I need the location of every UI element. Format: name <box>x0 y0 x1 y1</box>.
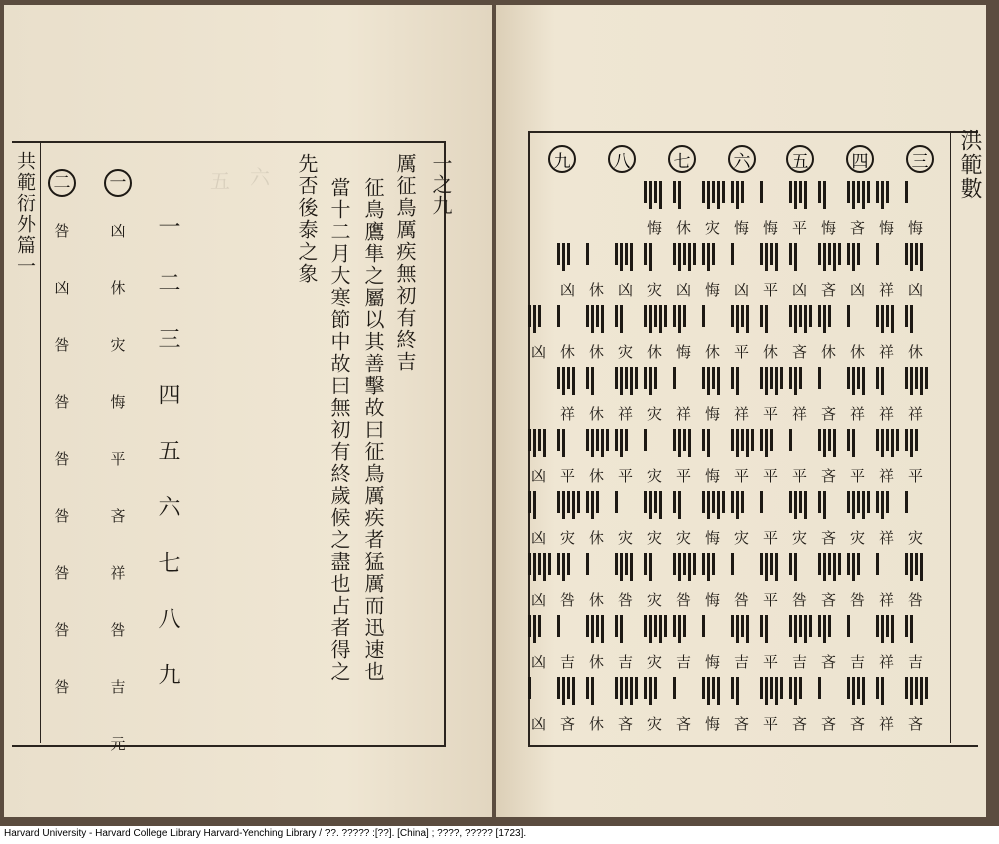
grid-cell <box>582 243 611 303</box>
entry-3: 灾 <box>110 336 126 354</box>
grid-cell <box>901 367 930 427</box>
grid-cell <box>756 677 785 737</box>
grid-cell <box>553 491 582 551</box>
grid-cell <box>901 305 930 365</box>
grid-cell <box>785 367 814 427</box>
grid-label: 吝 <box>820 281 836 299</box>
grid-cell <box>698 243 727 303</box>
grid-row-3 <box>530 305 940 365</box>
grid-cell <box>843 367 872 427</box>
grid-cell <box>669 553 698 613</box>
grid-label: 休 <box>762 343 778 361</box>
row-numeral-4: 四 <box>155 383 180 439</box>
grid-row-8 <box>530 615 940 675</box>
grid-label: 平 <box>617 467 633 485</box>
grid-label: 祥 <box>849 405 865 423</box>
grid-label: 凶 <box>530 591 546 609</box>
grid-cell <box>698 553 727 613</box>
grid-cell <box>611 677 640 737</box>
grid-cell <box>785 677 814 737</box>
grid-label: 平 <box>762 715 778 733</box>
grid-cell <box>901 615 930 675</box>
grid-label: 灾 <box>617 343 633 361</box>
grid-cell <box>814 615 843 675</box>
grid-label: 吉 <box>907 653 923 671</box>
grid-cell <box>872 491 901 551</box>
row-numeral-6: 六 <box>155 495 180 551</box>
grid-label: 吝 <box>820 653 836 671</box>
grid-cell <box>669 491 698 551</box>
grid-cell <box>756 367 785 427</box>
entry-1: 凶 <box>110 222 126 240</box>
grid-label: 咎 <box>617 591 633 609</box>
grid-cell <box>727 181 756 241</box>
grid-label: 吉 <box>849 653 865 671</box>
grid-label: 灾 <box>646 281 662 299</box>
grid-label: 吝 <box>733 715 749 733</box>
grid-cell <box>640 553 669 613</box>
grid-label: 灾 <box>849 529 865 547</box>
grid-cell <box>553 243 582 303</box>
grid-label: 平 <box>791 219 807 237</box>
grid-cell <box>843 677 872 737</box>
grid-label: 平 <box>791 467 807 485</box>
grid-label: 灾 <box>646 715 662 733</box>
grid-label: 吉 <box>675 653 691 671</box>
grid-cell <box>756 615 785 675</box>
grid-label: 悔 <box>704 281 720 299</box>
grid-cell <box>727 615 756 675</box>
grid-label: 灾 <box>791 529 807 547</box>
grid-label: 悔 <box>704 467 720 485</box>
grid-cell <box>785 181 814 241</box>
grid-cell <box>640 491 669 551</box>
grid-label: 咎 <box>733 591 749 609</box>
grid-cell <box>727 305 756 365</box>
grid-cell <box>640 243 669 303</box>
grid-cell <box>727 367 756 427</box>
grid-cell <box>901 553 930 613</box>
entry-2: 凶 <box>54 279 70 297</box>
grid-cell <box>727 243 756 303</box>
grid-label: 灾 <box>733 529 749 547</box>
grid-cell <box>901 677 930 737</box>
grid-label: 悔 <box>704 715 720 733</box>
entry-9: 吉 <box>110 678 126 696</box>
grid-label: 休 <box>588 715 604 733</box>
circled-numeral-two: 二 <box>48 169 76 197</box>
grid-cell <box>843 553 872 613</box>
grid-cell <box>698 615 727 675</box>
grid-label: 休 <box>588 343 604 361</box>
grid-cell <box>582 367 611 427</box>
grid-label: 平 <box>559 467 575 485</box>
grid-cell <box>843 243 872 303</box>
grid-cell <box>785 553 814 613</box>
grid-cell <box>785 615 814 675</box>
grid-cell <box>669 305 698 365</box>
grid-cell <box>872 429 901 489</box>
grid-row-5 <box>530 429 940 489</box>
grid-label: 祥 <box>791 405 807 423</box>
grid-label: 灾 <box>646 467 662 485</box>
grid-label: 休 <box>559 343 575 361</box>
grid-label: 祥 <box>559 405 575 423</box>
grid-label: 悔 <box>733 219 749 237</box>
grid-cell <box>814 491 843 551</box>
column-badge-3: 五 <box>786 145 814 173</box>
grid-label: 休 <box>588 529 604 547</box>
grid-cell <box>698 305 727 365</box>
entry-5: 咎 <box>54 450 70 468</box>
row-numeral-7: 七 <box>155 551 180 607</box>
grid-cell <box>843 181 872 241</box>
row-numerals <box>154 215 180 719</box>
grid-cell <box>553 615 582 675</box>
grid-cell <box>669 367 698 427</box>
grid-cell <box>814 677 843 737</box>
grid-label: 悔 <box>704 405 720 423</box>
grid-cell <box>756 491 785 551</box>
grid-row-4 <box>530 367 940 427</box>
grid-label: 悔 <box>820 219 836 237</box>
grid-row-6 <box>530 491 940 551</box>
grid-label: 灾 <box>646 591 662 609</box>
entry-5: 平 <box>110 450 126 468</box>
grid-cell <box>640 367 669 427</box>
grid-label: 休 <box>704 343 720 361</box>
grid-cell <box>756 553 785 613</box>
row-numeral-3: 三 <box>155 327 180 383</box>
grid-label: 凶 <box>530 653 546 671</box>
grid-label: 吉 <box>791 653 807 671</box>
grid-cell <box>814 305 843 365</box>
grid-label: 悔 <box>704 591 720 609</box>
grid-label: 吝 <box>849 715 865 733</box>
grid-label: 悔 <box>762 219 778 237</box>
grid-label: 吝 <box>791 715 807 733</box>
grid-label: 休 <box>588 405 604 423</box>
grid-cell <box>814 367 843 427</box>
grid-label: 吝 <box>791 343 807 361</box>
text-line-2: 征鳥鷹隼之屬以其善擊故曰征鳥厲疾者猛厲而迅速也 <box>361 177 385 683</box>
grid-label: 吝 <box>675 715 691 733</box>
entry-2: 休 <box>110 279 126 297</box>
grid-cell <box>785 429 814 489</box>
text-line-3: 當十二月大寒節中故曰無初有終歲候之盡也占者得之 <box>327 177 351 683</box>
grid-cell <box>872 243 901 303</box>
entry-1: 咎 <box>54 222 70 240</box>
grid-cell <box>582 491 611 551</box>
grid-label: 祥 <box>907 405 923 423</box>
grid-label: 祥 <box>617 405 633 423</box>
grid-label: 吝 <box>820 591 836 609</box>
grid-cell <box>756 181 785 241</box>
grid-label: 凶 <box>530 343 546 361</box>
grid-cell <box>872 553 901 613</box>
entry-8: 咎 <box>110 621 126 639</box>
grid-label: 祥 <box>878 343 894 361</box>
grid-cell <box>727 429 756 489</box>
grid-cell <box>901 243 930 303</box>
grid-cell <box>669 181 698 241</box>
grid-cell <box>756 243 785 303</box>
right-page-side-header: 洪範數 <box>957 129 982 201</box>
row-numeral-9: 九 <box>155 663 180 719</box>
grid-cell <box>669 429 698 489</box>
grid-label: 灾 <box>559 529 575 547</box>
grid-cell <box>582 305 611 365</box>
grid-label: 祥 <box>878 281 894 299</box>
row-numeral-2: 二 <box>155 271 180 327</box>
grid-label: 灾 <box>646 529 662 547</box>
right-page <box>496 5 986 817</box>
grid-label: 祥 <box>733 405 749 423</box>
grid-label: 灾 <box>646 653 662 671</box>
grid-cell <box>611 305 640 365</box>
grid-label: 吝 <box>617 715 633 733</box>
text-line-4: 先否後泰之象 <box>295 153 319 285</box>
grid-cell <box>872 305 901 365</box>
grid-cell <box>698 367 727 427</box>
grid-cell <box>872 367 901 427</box>
grid-cell <box>582 429 611 489</box>
grid-cell <box>611 491 640 551</box>
grid-label: 平 <box>762 653 778 671</box>
grid-cell <box>814 181 843 241</box>
row-numeral-8: 八 <box>155 607 180 663</box>
grid-label: 凶 <box>733 281 749 299</box>
grid-label: 凶 <box>675 281 691 299</box>
column-badge-1: 三 <box>906 145 934 173</box>
row-numeral-5: 五 <box>155 439 180 495</box>
grid-label: 平 <box>762 529 778 547</box>
grid-cell <box>669 615 698 675</box>
grid-label: 休 <box>820 343 836 361</box>
grid-label: 祥 <box>878 529 894 547</box>
grid-cell <box>553 553 582 613</box>
grid-label: 吉 <box>559 653 575 671</box>
column-badge-7: 九 <box>548 145 576 173</box>
entry-7: 祥 <box>110 564 126 582</box>
row-numeral-1: 一 <box>155 215 180 271</box>
library-caption: Harvard University - Harvard College Library Harvard-Yenching Library / ??. ????? :[??]. [China] ; ????, ????? [1723]. <box>4 828 527 839</box>
grid-label: 休 <box>646 343 662 361</box>
grid-label: 平 <box>907 467 923 485</box>
grid-cell <box>611 367 640 427</box>
entry-6: 吝 <box>110 507 126 525</box>
grid-label: 咎 <box>849 591 865 609</box>
grid-label: 休 <box>588 467 604 485</box>
text-line-1: 厲征鳥厲疾無初有終吉 <box>393 153 417 373</box>
grid-label: 凶 <box>559 281 575 299</box>
entry-3: 咎 <box>54 336 70 354</box>
grid-cell <box>843 429 872 489</box>
grid-label: 祥 <box>878 653 894 671</box>
grid-cell <box>756 429 785 489</box>
grid-cell <box>582 615 611 675</box>
grid-label: 吝 <box>559 715 575 733</box>
grid-cell <box>814 553 843 613</box>
grid-label: 祥 <box>878 591 894 609</box>
grid-cell <box>785 305 814 365</box>
grid-label: 灾 <box>675 529 691 547</box>
grid-label: 悔 <box>907 219 923 237</box>
grid-cell <box>640 429 669 489</box>
grid-label: 祥 <box>878 715 894 733</box>
grid-label: 咎 <box>791 591 807 609</box>
grid-label: 悔 <box>704 529 720 547</box>
entry-4: 悔 <box>110 393 126 411</box>
grid-cell <box>553 429 582 489</box>
grid-cell <box>524 677 553 737</box>
grid-cell <box>872 181 901 241</box>
grid-label: 吉 <box>617 653 633 671</box>
grid-cell <box>727 553 756 613</box>
grid-label: 凶 <box>530 467 546 485</box>
grid-label: 平 <box>762 591 778 609</box>
grid-cell <box>524 615 553 675</box>
left-page-side-header: 共範衍外篇一 <box>14 151 36 277</box>
grid-label: 平 <box>762 467 778 485</box>
grid-label: 休 <box>907 343 923 361</box>
grid-cell <box>698 491 727 551</box>
grid-cell <box>785 491 814 551</box>
entry-9: 咎 <box>54 678 70 696</box>
grid-label: 吝 <box>907 715 923 733</box>
column-badge-2: 四 <box>846 145 874 173</box>
grid-label: 凶 <box>530 715 546 733</box>
left-page: 共範衍外篇一 二 咎 凶 咎 咎 咎 咎 咎 咎 咎 一 凶 休 灾 悔 平 吝 祥 咎 吉 元 五 六 一二三四五六七八九 一之九 厲征鳥厲疾無初有終吉 征鳥鷹隼之屬以其善擊故曰征鳥厲疾者猛厲而迅速也 當十二月大寒節中故曰無初有終歲候之盡也占者得之 先否後泰之象 <box>4 5 492 817</box>
grid-cell <box>872 677 901 737</box>
grid-label: 凶 <box>617 281 633 299</box>
grid-cell <box>843 491 872 551</box>
grid-label: 悔 <box>704 653 720 671</box>
grid-label: 祥 <box>675 405 691 423</box>
grid-label: 灾 <box>907 529 923 547</box>
grid-cell <box>553 677 582 737</box>
grid-label: 吝 <box>820 405 836 423</box>
grid-cell <box>843 305 872 365</box>
col-one-bottom: 元 <box>110 735 126 753</box>
grid-cell <box>698 181 727 241</box>
column-badge-5: 七 <box>668 145 696 173</box>
grid-row-7 <box>530 553 940 613</box>
column-badge-4: 六 <box>728 145 756 173</box>
grid-label: 吝 <box>820 467 836 485</box>
grid-cell <box>611 429 640 489</box>
grid-cell <box>524 553 553 613</box>
circled-numeral-one: 一 <box>104 169 132 197</box>
entry-4: 咎 <box>54 393 70 411</box>
grid-cell <box>640 305 669 365</box>
grid-cell <box>640 181 669 241</box>
grid-label: 休 <box>588 591 604 609</box>
grid-label: 平 <box>849 467 865 485</box>
grid-row-2 <box>530 243 940 303</box>
grid-label: 平 <box>675 467 691 485</box>
grid-cell <box>901 491 930 551</box>
grid-label: 吉 <box>733 653 749 671</box>
grid-label: 咎 <box>907 591 923 609</box>
grid-cell <box>524 305 553 365</box>
grid-cell <box>669 243 698 303</box>
grid-label: 平 <box>733 343 749 361</box>
grid-label: 咎 <box>559 591 575 609</box>
grid-cell <box>582 677 611 737</box>
grid-label: 吝 <box>820 529 836 547</box>
grid-label: 咎 <box>675 591 691 609</box>
left-column-two <box>48 169 76 732</box>
grid-cell <box>669 677 698 737</box>
grid-label: 休 <box>588 653 604 671</box>
grid-label: 吝 <box>849 219 865 237</box>
grid-label: 休 <box>849 343 865 361</box>
grid-label: 平 <box>762 405 778 423</box>
grid-cell <box>814 429 843 489</box>
grid-cell <box>524 491 553 551</box>
grid-row-9 <box>530 677 940 737</box>
grid-label: 凶 <box>530 529 546 547</box>
entry-8: 咎 <box>54 621 70 639</box>
grid-label: 吝 <box>820 715 836 733</box>
entry-7: 咎 <box>54 564 70 582</box>
entry-6: 咎 <box>54 507 70 525</box>
grid-label: 灾 <box>646 405 662 423</box>
grid-label: 休 <box>675 219 691 237</box>
grid-cell <box>843 615 872 675</box>
grid-label: 凶 <box>907 281 923 299</box>
grid-label: 悔 <box>675 343 691 361</box>
left-column-one <box>104 169 132 756</box>
grid-label: 祥 <box>878 405 894 423</box>
grid-cell <box>611 243 640 303</box>
grid-cell <box>901 429 930 489</box>
grid-label: 悔 <box>878 219 894 237</box>
section-title: 一之九 <box>429 153 453 216</box>
grid-cell <box>727 491 756 551</box>
grid-label: 灾 <box>704 219 720 237</box>
grid-label: 平 <box>733 467 749 485</box>
grid-cell <box>611 553 640 613</box>
grid-label: 凶 <box>791 281 807 299</box>
grid-cell <box>524 429 553 489</box>
grid-cell <box>698 677 727 737</box>
grid-cell <box>582 553 611 613</box>
grid-cell <box>611 615 640 675</box>
grid-label: 悔 <box>646 219 662 237</box>
grid-cell <box>553 305 582 365</box>
grid-cell <box>640 677 669 737</box>
grid-label: 平 <box>762 281 778 299</box>
grid-cell <box>785 243 814 303</box>
grid-cell <box>872 615 901 675</box>
grid-cell <box>727 677 756 737</box>
grid-label: 祥 <box>878 467 894 485</box>
column-badge-6: 八 <box>608 145 636 173</box>
grid-cell <box>901 181 930 241</box>
grid-label: 灾 <box>617 529 633 547</box>
grid-label: 凶 <box>849 281 865 299</box>
grid-cell <box>698 429 727 489</box>
grid-label: 休 <box>588 281 604 299</box>
grid-row-1 <box>530 181 940 241</box>
grid-cell <box>814 243 843 303</box>
grid-cell <box>756 305 785 365</box>
grid-cell <box>640 615 669 675</box>
grid-cell <box>553 367 582 427</box>
